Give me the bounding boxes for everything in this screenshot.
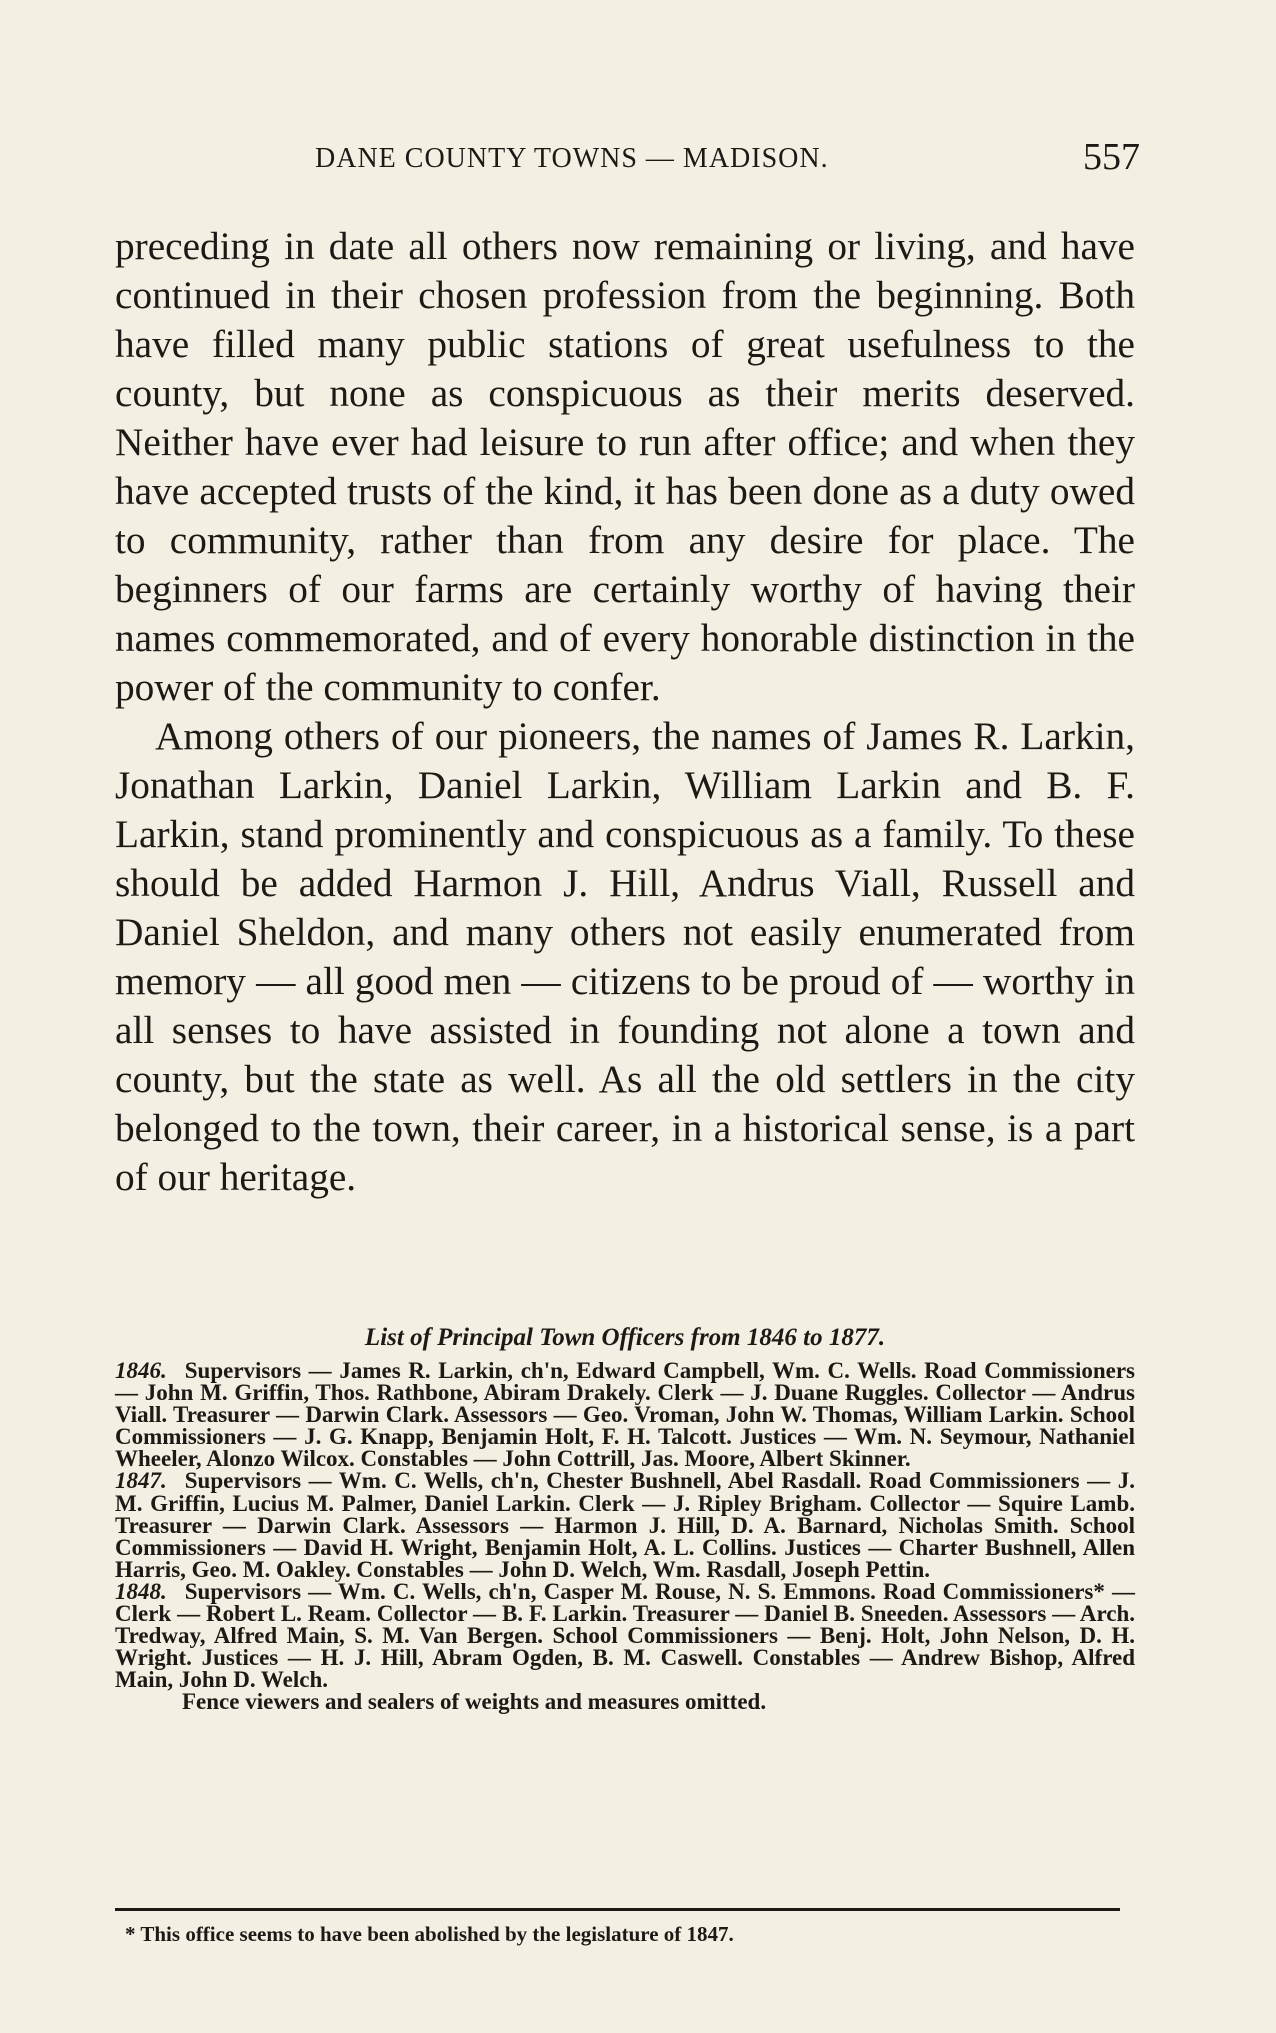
officers-list: [115, 1324, 1135, 1714]
page-number: 557: [1083, 136, 1140, 178]
footnote-rule: [115, 1908, 1120, 1911]
entry-text: Supervisors — James R. Larkin, ch'n, Edward Campbell, Wm. C. Wells. Road Commissioners — John M. Griffin, Thos. Rathbone, Abiram Drakely. Clerk — J. Duane Ruggles. Collector — Andrus Viall. Treasurer — Darwin Clark. Assessors — Geo. Vroman, John W. Thomas, William Larkin. School Commissioners — J. G. Knapp, Benjamin Holt, F. H. Talcott. Justices — Wm. N. Seymour, Nathaniel Wheeler, Alonzo Wilcox. Constables — John Cottrill, Jas. Moore, Albert Skinner.: [115, 1358, 1135, 1472]
entry-year: 1848.: [115, 1578, 167, 1604]
paragraph: Among others of our pioneers, the names of James R. Larkin, Jonathan Larkin, Daniel Larkin, William Larkin and B. F. Larkin, stand prominently and conspicuous as a family. To these should be added Harmon J. Hill, Andrus Viall, Russell and Daniel Sheldon, and many others not easily enumerated from memory — all good men — citizens to be proud of — worthy in all senses to have assisted in founding not alone a town and county, but the state as well. As all the old settlers in the city belonged to the town, their career, in a historical sense, is a part of our heritage.: [115, 714, 1135, 1199]
list-entry: [115, 1360, 1135, 1470]
entry-text: Supervisors — Wm. C. Wells, ch'n, Chester Bushnell, Abel Rasdall. Road Commissioners — J. M. Griffin, Lucius M. Palmer, Daniel Larkin. Clerk — J. Ripley Brigham. Collector — Squire Lamb. Treasurer — Darwin Clark. Assessors — Harmon J. Hill, D. A. Barnard, Nicholas Smith. School Commissioners — David H. Wright, Benjamin Holt, A. L. Collins. Justices — Charter Bushnell, Allen Harris, Geo. M. Oakley. Constables — John D. Welch, Wm. Rasdall, Joseph Pettin.: [115, 1468, 1135, 1582]
running-title: DANE COUNTY TOWNS — MADISON.: [315, 143, 829, 174]
omitted-note: Fence viewers and sealers of weights and measures omitted.: [182, 1689, 767, 1715]
entry-year: 1847.: [115, 1468, 167, 1494]
page-header: [115, 135, 1145, 178]
entry-text: Supervisors — Wm. C. Wells, ch'n, Casper M. Rouse, N. S. Emmons. Road Commissioners* — Clerk — Robert L. Ream. Collector — B. F. Larkin. Treasurer — Daniel B. Sneeden. Assessors — Arch. Tredway, Alfred Main, S. M. Van Bergen. School Commissioners — Benj. Holt, John Nelson, D. H. Wright. Justices — H. J. Hill, Abram Ogden, B. M. Caswell. Constables — Andrew Bishop, Alfred Main, John D. Welch.: [115, 1578, 1135, 1693]
list-entry: [115, 1470, 1135, 1580]
entry-year: 1846.: [115, 1358, 167, 1383]
list-title: List of Principal Town Officers from 1846 to 1877.: [364, 1324, 886, 1351]
paragraph: preceding in date all others now remaining or living, and have continued in their chosen profession from the beginning. Both have filled many public stations of great usefulness to the county, but none as conspicuous as their merits deserved. Neither have ever had leisure to run after office; and when they have accepted trusts of the kind, it has been done as a duty owed to community, rather than from any desire for place. The beginners of our farms are certainly worthy of having their names commemorated, and of every honorable distinction in the power of the community to confer.: [115, 224, 1135, 709]
body-text: [115, 222, 1135, 1202]
list-entry: [115, 1578, 1135, 1693]
footnote: * This office seems to have been abolished by the legislature of 1847.: [125, 1922, 734, 1946]
